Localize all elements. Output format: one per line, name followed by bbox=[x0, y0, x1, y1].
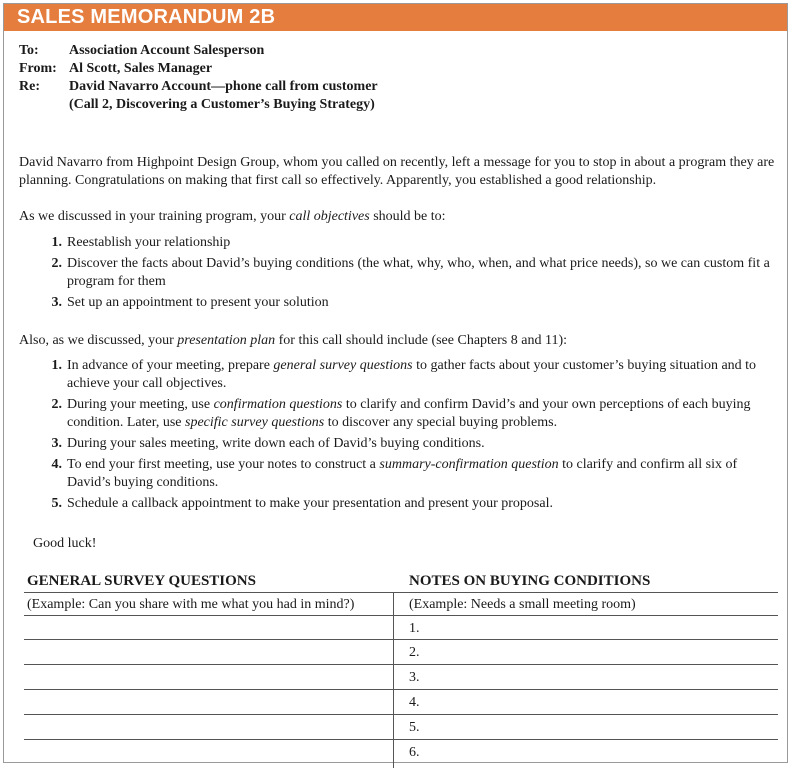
list-item-number: 1. bbox=[51, 235, 62, 250]
list-item-number: 1. bbox=[51, 358, 62, 373]
table-rule bbox=[24, 639, 778, 640]
list-item bbox=[19, 396, 784, 432]
general-survey-questions-header: GENERAL SURVEY QUESTIONS bbox=[27, 573, 256, 589]
from-label: From: bbox=[19, 61, 57, 76]
list-item bbox=[19, 234, 784, 252]
list-item bbox=[19, 294, 784, 312]
text-part: to clarify and confirm all six of David’s buying conditions. bbox=[67, 457, 738, 490]
from-value: Al Scott, Sales Manager bbox=[69, 61, 213, 76]
general-survey-example: (Example: Can you share with me what you had in mind?) bbox=[27, 597, 355, 612]
table-rule bbox=[24, 615, 778, 616]
text-part: To end your first meeting, use your notes to construct a bbox=[67, 457, 380, 472]
to-value: Association Account Salesperson bbox=[69, 43, 265, 58]
table-rule bbox=[24, 664, 778, 665]
list-item bbox=[19, 456, 784, 492]
list-item bbox=[19, 255, 784, 291]
plan-intro-emphasis: presentation plan bbox=[177, 333, 276, 348]
table-rule bbox=[24, 739, 778, 740]
table-rule bbox=[24, 714, 778, 715]
plan-intro bbox=[19, 332, 784, 350]
re-label: Re: bbox=[19, 79, 40, 94]
text-part: to gather facts about your customer’s buying situation and to achieve your call objectives. bbox=[67, 358, 757, 391]
table-rule bbox=[24, 689, 778, 690]
intro-paragraph: David Navarro from Highpoint Design Group, whom you called on recently, left a message for you to stop in about a program they are planning. Congratulations on making that first call so effectively. Apparently, you established a good relationship. bbox=[19, 155, 775, 188]
to-row bbox=[19, 42, 414, 60]
from-row bbox=[19, 60, 414, 78]
list-item-number: 2. bbox=[51, 256, 62, 271]
to-label: To: bbox=[19, 43, 39, 58]
list-item-text bbox=[67, 456, 779, 492]
list-item-number: 3. bbox=[51, 436, 62, 451]
notes-row-number: 2. bbox=[409, 645, 420, 660]
plan-intro-text-end: for this call should include (see Chapters 8 and 11): bbox=[275, 333, 567, 348]
emphasis: confirmation questions bbox=[213, 397, 343, 412]
list-item-text: Schedule a callback appointment to make your presentation and present your proposal. bbox=[67, 496, 553, 511]
list-item-text bbox=[67, 396, 779, 432]
memo-banner bbox=[4, 4, 787, 31]
memo-header bbox=[19, 42, 414, 114]
notes-on-buying-conditions-header: NOTES ON BUYING CONDITIONS bbox=[409, 573, 651, 589]
list-item-text: Set up an appointment to present your solution bbox=[67, 295, 329, 310]
notes-row-number: 3. bbox=[409, 670, 420, 685]
table-divider bbox=[393, 593, 394, 768]
objectives-intro-emphasis: call objectives bbox=[289, 209, 370, 224]
list-item bbox=[19, 357, 784, 393]
list-item-number: 5. bbox=[51, 496, 62, 511]
buying-condition-example: (Example: Needs a small meeting room) bbox=[409, 597, 636, 612]
notes-row-number: 6. bbox=[409, 745, 420, 760]
list-item-text: During your sales meeting, write down each of David’s buying conditions. bbox=[67, 436, 485, 451]
notes-row-number: 1. bbox=[409, 621, 420, 636]
memo-title: SALES MEMORANDUM 2B bbox=[17, 6, 276, 28]
objectives-intro-text-end: should be to: bbox=[369, 209, 446, 224]
plan-list bbox=[19, 357, 784, 516]
text-part: During your meeting, use bbox=[67, 397, 214, 412]
list-item-number: 4. bbox=[51, 457, 62, 472]
objectives-intro-text: As we discussed in your training program, your bbox=[19, 209, 290, 224]
re-value: David Navarro Account—phone call from customer (Call 2, Discovering a Customer’s Buying Strategy) bbox=[69, 79, 378, 112]
emphasis: summary-confirmation question bbox=[379, 457, 559, 472]
plan-intro-text: Also, as we discussed, your bbox=[19, 333, 178, 348]
list-item-number: 2. bbox=[51, 397, 62, 412]
table-rule bbox=[24, 592, 778, 593]
objectives-intro bbox=[19, 208, 784, 226]
list-item-text: Discover the facts about David’s buying conditions (the what, why, who, when, and what price needs), so we can custom fit a program for them bbox=[67, 256, 770, 289]
closing-text: Good luck! bbox=[33, 536, 97, 551]
objectives-list bbox=[19, 234, 784, 315]
text-part: In advance of your meeting, prepare bbox=[67, 358, 274, 373]
text-part: to discover any special buying problems. bbox=[324, 415, 558, 430]
list-item bbox=[19, 435, 784, 453]
emphasis: specific survey questions bbox=[185, 415, 325, 430]
text-part: to clarify and confirm David’s and your own perceptions of each buying condition. Later, use bbox=[67, 397, 751, 430]
notes-row-number: 4. bbox=[409, 695, 420, 710]
memo-page bbox=[3, 3, 788, 763]
list-item-text bbox=[67, 357, 779, 393]
notes-row-number: 5. bbox=[409, 720, 420, 735]
re-row bbox=[19, 78, 414, 114]
emphasis: general survey questions bbox=[273, 358, 413, 373]
list-item bbox=[19, 495, 784, 513]
list-item-number: 3. bbox=[51, 295, 62, 310]
list-item-text: Reestablish your relationship bbox=[67, 235, 231, 250]
